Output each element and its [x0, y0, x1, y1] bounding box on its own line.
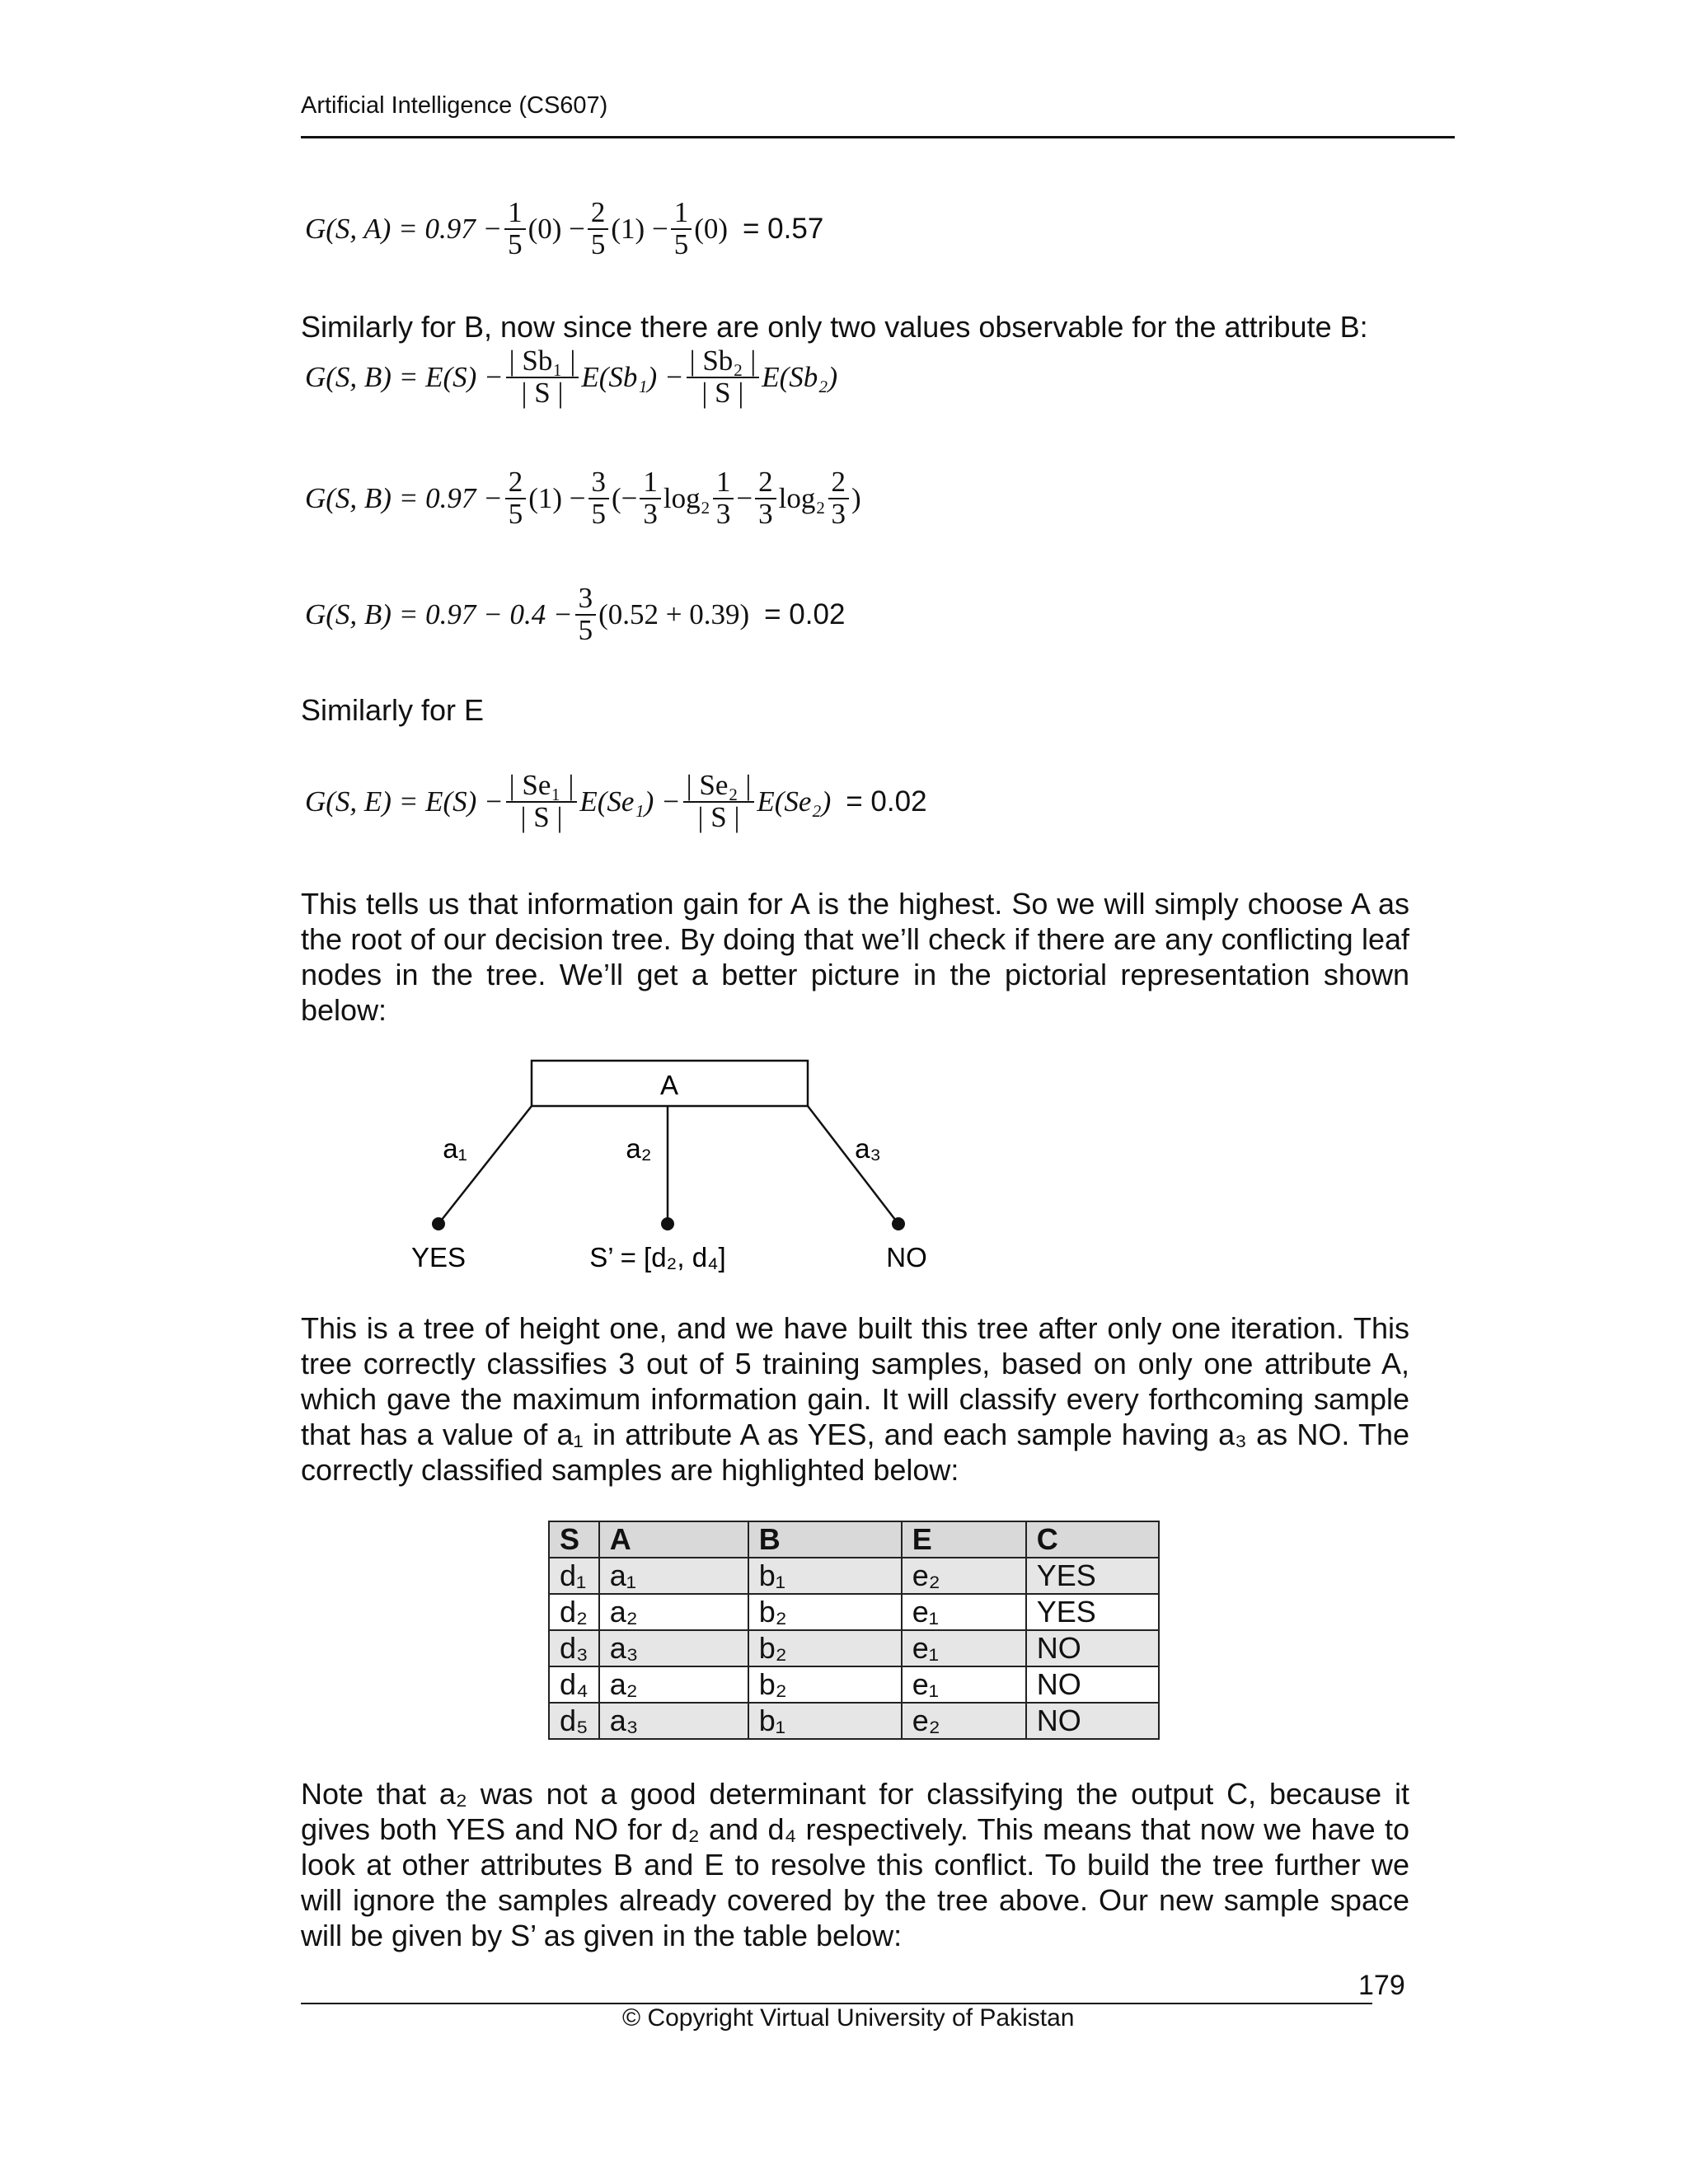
eq5-frac2 — [683, 771, 755, 833]
table-cell: NO — [1026, 1630, 1159, 1666]
eq3-frac2 — [588, 467, 610, 530]
eq3-f1-den: 5 — [508, 497, 523, 530]
eq4-t1: (0.52 + 0.39) — [598, 598, 750, 630]
table-cell: a₂ — [599, 1666, 748, 1703]
paragraph-similarly-b: Similarly for B, now since there are only two values observable for the attribute B: — [301, 310, 1368, 344]
table-cell: NO — [1026, 1703, 1159, 1739]
table-cell: e₂ — [902, 1558, 1026, 1594]
eq1-frac3 — [671, 198, 692, 260]
eq2-f1-den: | S | — [521, 376, 564, 409]
eq3-f3-num: 1 — [640, 467, 661, 499]
tree-branch-label-3: a₃ — [855, 1133, 881, 1164]
eq1-f2-den: 5 — [590, 227, 606, 260]
eq1-f1-num: 1 — [504, 198, 526, 230]
tree-branch-1 — [438, 1106, 532, 1224]
table-row — [549, 1666, 1159, 1703]
eq3-f4-num: 1 — [713, 467, 734, 499]
eq3-f6-num: 2 — [828, 467, 850, 499]
eq3-f5-num: 2 — [755, 467, 776, 499]
table-cell: d₄ — [549, 1666, 599, 1703]
eq4-f1-den: 5 — [578, 613, 593, 646]
decision-tree-diagram — [396, 1051, 973, 1290]
equation-gain-a — [305, 198, 823, 260]
table-row — [549, 1630, 1159, 1666]
table-cell: a₃ — [599, 1703, 748, 1739]
eq1-v2: (1) − — [611, 212, 668, 245]
table-cell: YES — [1026, 1558, 1159, 1594]
eq3-f5-den: 3 — [758, 497, 773, 530]
eq3-f3-den: 3 — [643, 497, 658, 530]
eq1-v3: (0) — [694, 212, 729, 245]
page-number: 179 — [1358, 1970, 1405, 2001]
table-header-cell: A — [599, 1521, 748, 1558]
eq3-f1-num: 2 — [505, 467, 527, 499]
eq3-t2: (− — [612, 481, 638, 514]
eq5-f2-den: | S | — [697, 800, 740, 833]
paragraph-similarly-e: Similarly for E — [301, 693, 485, 727]
tree-branch-3 — [808, 1106, 898, 1224]
table-cell: b₂ — [748, 1666, 902, 1703]
eq3-f2-den: 5 — [591, 497, 607, 530]
table-cell: NO — [1026, 1666, 1159, 1703]
table-row — [549, 1558, 1159, 1594]
equation-gain-e — [305, 771, 927, 833]
tree-leaf-label-2: S’ = [d₂, d₄] — [589, 1242, 726, 1272]
eq5-f1-num: | Se₁ | — [506, 771, 578, 803]
table-cell: a₃ — [599, 1630, 748, 1666]
eq2-frac1 — [506, 346, 579, 409]
table-cell: YES — [1026, 1594, 1159, 1630]
table-header-cell: B — [748, 1521, 902, 1558]
table-cell: a₂ — [599, 1594, 748, 1630]
eq3-t5: log₂ — [778, 481, 826, 514]
eq2-f2-den: | S | — [701, 376, 744, 409]
eq1-v1: (0) − — [528, 212, 585, 245]
eq3-frac4 — [713, 467, 734, 530]
samples-table — [548, 1521, 1160, 1740]
header-rule — [301, 136, 1455, 138]
tree-root-label: A — [659, 1070, 679, 1100]
eq2-f1-num: | Sb₁ | — [506, 346, 579, 378]
eq2-lhs: G(S, B) = E(S) − — [305, 360, 504, 393]
table-cell: b₁ — [748, 1558, 902, 1594]
table-cell: e₁ — [902, 1666, 1026, 1703]
eq5-f1-den: | S | — [520, 800, 563, 833]
eq2-t2: E(Sb₂) — [762, 360, 838, 393]
eq1-f2-num: 2 — [588, 198, 609, 230]
eq4-frac1 — [575, 583, 597, 646]
tree-leaf-label-3: NO — [886, 1242, 927, 1272]
eq3-frac3 — [640, 467, 661, 530]
eq3-f4-den: 3 — [715, 497, 731, 530]
eq1-f3-den: 5 — [673, 227, 689, 260]
tree-branch-label-2: a₂ — [626, 1133, 652, 1164]
eq4-result: = 0.02 — [764, 598, 846, 630]
table-cell: e₁ — [902, 1594, 1026, 1630]
tree-leaf-node-3 — [892, 1217, 905, 1230]
eq1-f3-num: 1 — [671, 198, 692, 230]
tree-leaf-node-1 — [432, 1217, 445, 1230]
paragraph-tree-height: This is a tree of height one, and we have built this tree after only one iteration. This tree correctly classifies 3 out of 5 training samples, based on only one attribute A, which gave the maximum information gain. It will classify every forthcoming sample that has a value of a₁ in attribute A as YES, and each sample having a₃ as NO. The correctly classified samples are highlighted below: — [301, 1311, 1409, 1487]
table-cell: d₃ — [549, 1630, 599, 1666]
eq3-t3: log₂ — [663, 481, 710, 514]
eq5-result: = 0.02 — [846, 785, 927, 818]
eq3-t1: (1) − — [528, 481, 586, 514]
eq5-f2-num: | Se₂ | — [683, 771, 755, 803]
footer-copyright: © Copyright Virtual University of Pakistan — [622, 2004, 1075, 2032]
eq2-f2-num: | Sb₂ | — [687, 346, 760, 378]
eq3-frac6 — [828, 467, 850, 530]
table-header-cell: S — [549, 1521, 599, 1558]
equation-gain-b-result — [305, 583, 845, 646]
tree-branch-label-1: a₁ — [443, 1133, 467, 1164]
table-header-cell: C — [1026, 1521, 1159, 1558]
table-cell: b₂ — [748, 1594, 902, 1630]
table-cell: b₂ — [748, 1630, 902, 1666]
eq4-lhs: G(S, B) = 0.97 − 0.4 − — [305, 598, 573, 630]
table-header-row — [549, 1521, 1159, 1558]
table-cell: e₁ — [902, 1630, 1026, 1666]
paragraph-choose-root: This tells us that information gain for A is the highest. So we will simply choose A as the root of our decision tree. By doing that we’ll check if there are any conflicting leaf nodes in the tree. We’ll get a better picture in the pictorial representation shown below: — [301, 887, 1409, 1027]
eq5-frac1 — [506, 771, 578, 833]
table-header-cell: E — [902, 1521, 1026, 1558]
eq1-f1-den: 5 — [508, 227, 523, 260]
paragraph-note-a2: Note that a₂ was not a good determinant for classifying the output C, because it gives both YES and NO for d₂ and d₄ respectively. This means that now we have to look at other attributes B and E to resolve this conflict. To build the tree further we will ignore the samples already covered by the tree above. Our new sample space will be given by S’ as given in the table below: — [301, 1777, 1409, 1952]
eq5-t1: E(Se₁) − — [579, 785, 681, 818]
eq2-t1: E(Sb₁) − — [581, 360, 684, 393]
eq3-f2-num: 3 — [588, 467, 610, 499]
table-cell: d₁ — [549, 1558, 599, 1594]
table-cell: a₁ — [599, 1558, 748, 1594]
eq1-result: = 0.57 — [743, 212, 824, 245]
page-header: Artificial Intelligence (CS607) — [301, 92, 608, 119]
table-row — [549, 1594, 1159, 1630]
table-cell: b₁ — [748, 1703, 902, 1739]
eq3-t4: − — [736, 481, 753, 514]
table-cell: e₂ — [902, 1703, 1026, 1739]
eq4-f1-num: 3 — [575, 583, 597, 616]
equation-gain-b-values — [305, 467, 861, 530]
eq1-lhs: G(S, A) = 0.97 − — [305, 212, 503, 245]
eq5-lhs: G(S, E) = E(S) − — [305, 785, 504, 818]
eq2-frac2 — [687, 346, 760, 409]
eq3-lhs: G(S, B) = 0.97 − — [305, 481, 503, 514]
tree-leaf-label-1: YES — [410, 1242, 467, 1272]
eq1-frac2 — [588, 198, 609, 260]
table-cell: d₅ — [549, 1703, 599, 1739]
table-row — [549, 1703, 1159, 1739]
table-cell: d₂ — [549, 1594, 599, 1630]
tree-leaf-node-2 — [661, 1217, 674, 1230]
eq3-frac5 — [755, 467, 776, 530]
eq5-t2: E(Se₂) — [757, 785, 832, 818]
equation-gain-b-formula — [305, 346, 837, 409]
eq3-f6-den: 3 — [831, 497, 846, 530]
eq1-frac1 — [504, 198, 526, 260]
eq3-frac1 — [505, 467, 527, 530]
eq3-t6: ) — [851, 481, 861, 514]
